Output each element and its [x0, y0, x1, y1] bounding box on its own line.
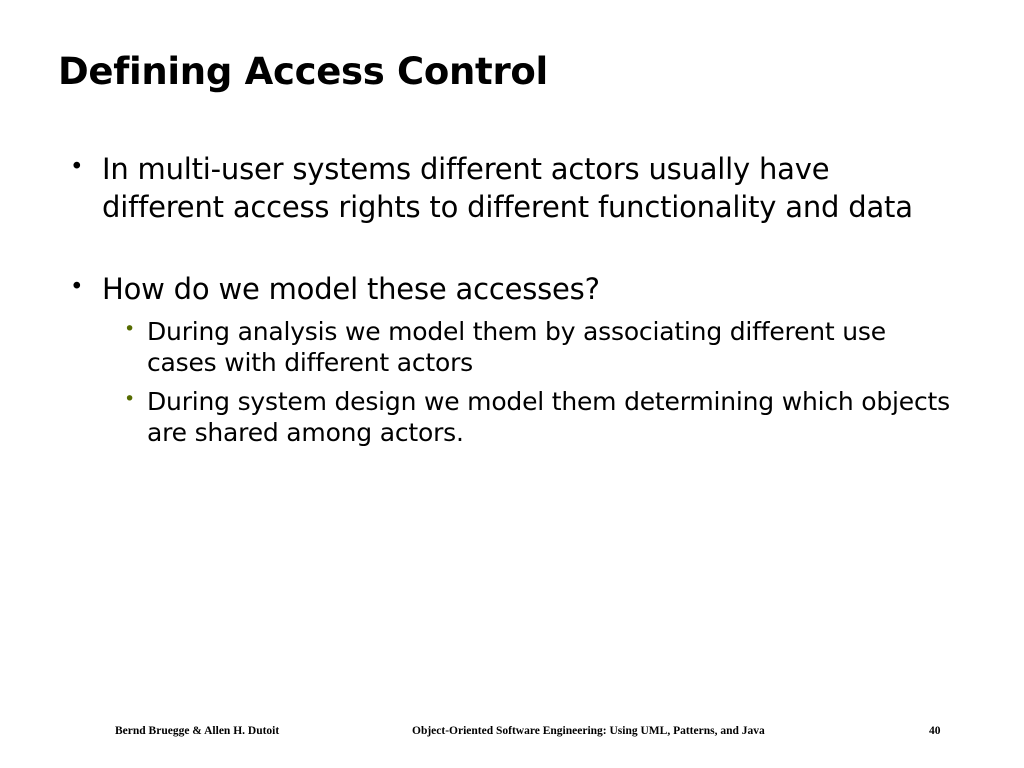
bullet-text: In multi-user systems different actors usually have different access rights to different functionality and data: [102, 152, 913, 224]
bullet-item: [70, 150, 952, 226]
sub-bullet-item: [124, 316, 957, 378]
bullet-item: [70, 270, 952, 308]
bullet-icon: •: [70, 154, 84, 180]
footer-page-number: 40: [929, 725, 941, 737]
sub-bullet-icon: •: [124, 388, 136, 410]
sub-bullet-item: [124, 386, 957, 448]
sub-bullet-text: During system design we model them determining which objects are shared among actors.: [147, 387, 950, 447]
footer-authors: Bernd Bruegge & Allen H. Dutoit: [115, 725, 280, 737]
bullet-text: How do we model these accesses?: [102, 272, 600, 306]
slide-title: Defining Access Control: [58, 50, 548, 93]
bullet-icon: •: [70, 274, 84, 300]
sub-bullet-icon: •: [124, 318, 136, 340]
sub-bullet-text: During analysis we model them by associating different use cases with different actors: [147, 317, 886, 377]
footer-book-title: Object-Oriented Software Engineering: Using UML, Patterns, and Java: [412, 725, 765, 737]
